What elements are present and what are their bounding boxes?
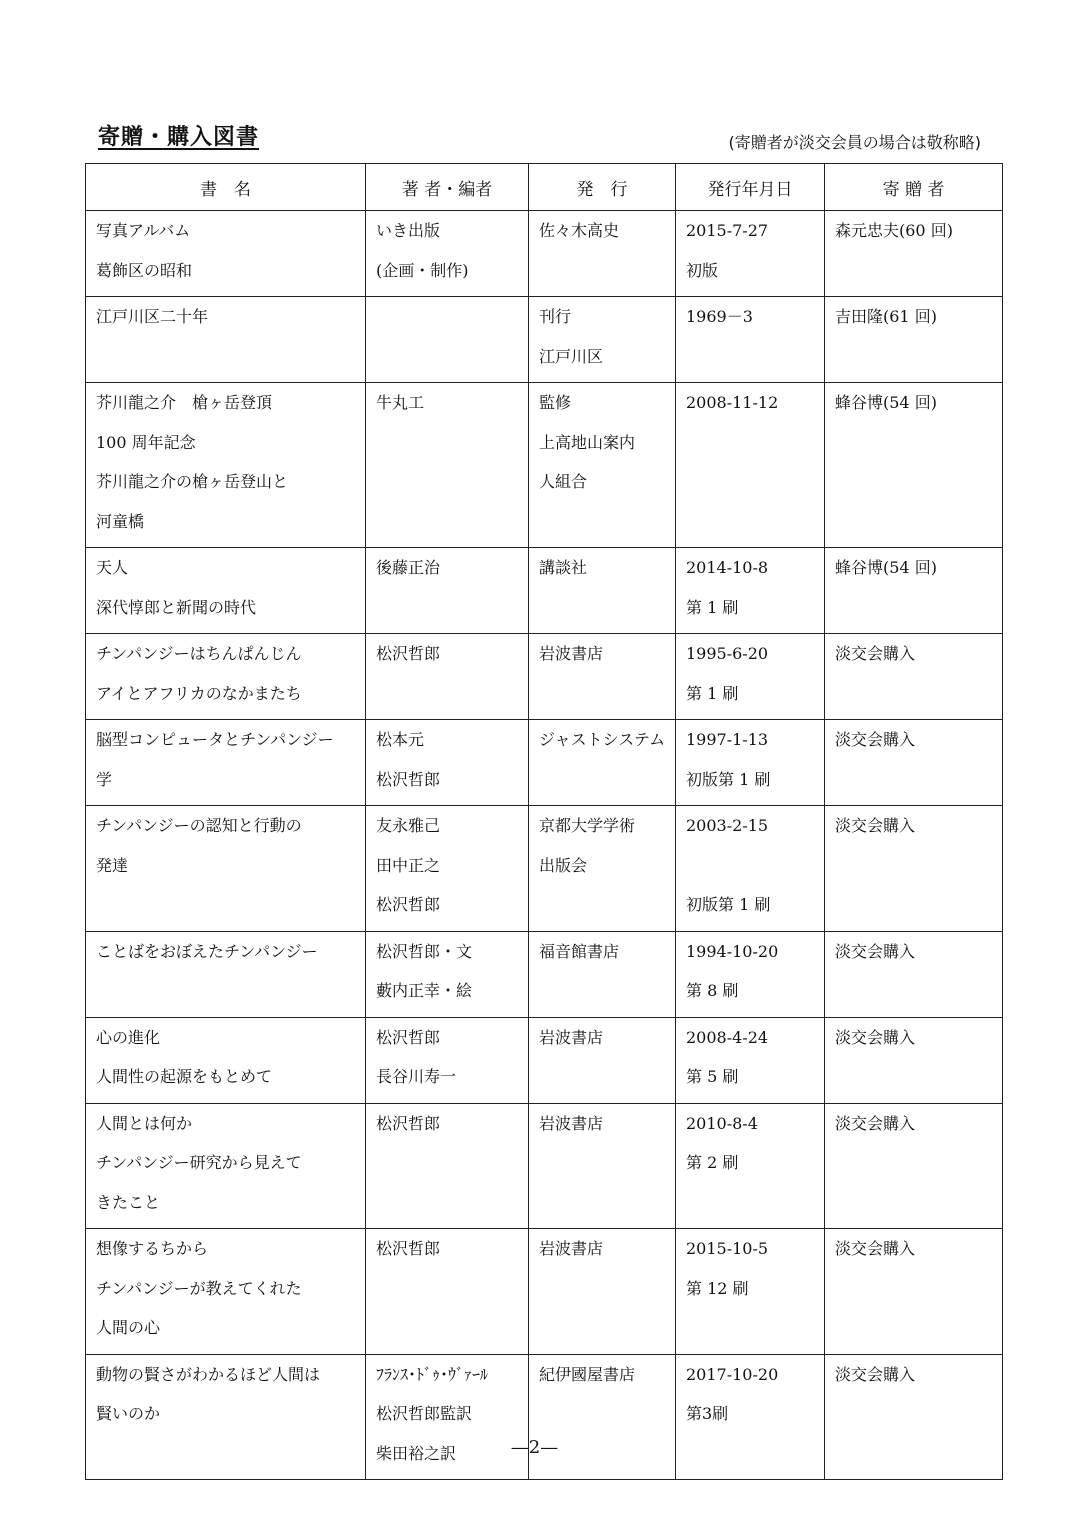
cell-text-line: 松沢哲郎 [376, 644, 441, 663]
column-header-date [676, 164, 825, 211]
publisher-cell [529, 1354, 676, 1480]
publisher-cell [529, 297, 676, 383]
cell-text-line [835, 760, 992, 800]
cell-text-line: 柴田裕之訳 [376, 1443, 457, 1463]
cell-text-line: 2003-2-15 [686, 816, 769, 835]
publisher-cell [529, 634, 676, 720]
donor-cell [825, 720, 1003, 806]
cell-text-line: いき出版 [376, 221, 441, 240]
cell-text-line: ことばをおぼえたチンパンジー [96, 941, 318, 961]
cell-text-line [835, 588, 992, 628]
cell-text-line: 人間性の起源をもとめて [96, 1067, 273, 1086]
cell-text-line [376, 297, 518, 337]
cell-text-line: 後藤正治 [376, 558, 441, 577]
author-cell [366, 383, 529, 548]
cell-text-line [96, 337, 355, 377]
cell-text-line: 江戸川区二十年 [96, 307, 209, 326]
book-title-cell [86, 720, 366, 806]
cell-text-line: 淡交会購入 [835, 644, 916, 663]
publication-date-cell [676, 1017, 825, 1103]
cell-text-line: 岩波書店 [539, 1027, 604, 1047]
publication-date-cell [676, 1103, 825, 1229]
cell-text-line: 森元忠夫(60 回) [835, 221, 953, 240]
cell-text-line [539, 885, 665, 925]
cell-text-line: 淡交会購入 [835, 730, 916, 749]
cell-text-line: 脳型コンピュータとチンパンジー [96, 730, 334, 749]
cell-text-line: 第 12 刷 [686, 1278, 749, 1298]
cell-text-line [376, 337, 518, 377]
cell-text-line: チンパンジーが教えてくれた [96, 1278, 302, 1298]
cell-text-line: 想像するちから [96, 1239, 209, 1258]
donor-cell [825, 297, 1003, 383]
cell-text-line: ﾌﾗﾝｽ･ﾄﾞｩ･ｳﾞｧｰﾙ [376, 1364, 489, 1384]
book-list-table [85, 163, 1003, 1480]
book-title-cell [86, 297, 366, 383]
book-title-cell [86, 383, 366, 548]
cell-text-line: 河童橋 [96, 511, 145, 531]
cell-text-line [835, 971, 992, 1011]
author-cell [366, 720, 529, 806]
cell-text-line [539, 971, 665, 1011]
cell-text-line: 動物の賢さがわかるほど人間は [96, 1364, 321, 1384]
cell-text-line: 芥川龍之介の槍ヶ岳登山と [96, 472, 289, 491]
cell-text-line: 藪内正幸・絵 [376, 981, 473, 1000]
publisher-cell [529, 211, 676, 297]
cell-text-line [686, 1308, 814, 1348]
cell-text-line [539, 1057, 665, 1097]
donor-cell [825, 1229, 1003, 1355]
donor-cell [825, 1354, 1003, 1480]
author-cell [366, 211, 529, 297]
cell-text-line [376, 588, 518, 628]
cell-text-line [539, 1394, 665, 1434]
cell-text-line: 2008-4-24 [686, 1027, 769, 1047]
cell-text-line: 1994-10-20 [686, 941, 779, 961]
table-row [86, 548, 1003, 634]
header-label: 発 行 [576, 179, 628, 200]
cell-text-line: 牛丸工 [376, 393, 425, 412]
table-row [86, 1103, 1003, 1229]
donor-cell [825, 548, 1003, 634]
cell-text-line: 松沢哲郎 [376, 769, 441, 789]
cell-text-line [686, 337, 814, 377]
cell-text-line: (企画・制作) [376, 260, 469, 280]
cell-text-line: 江戸川区 [539, 346, 604, 366]
cell-text-line [835, 423, 992, 463]
cell-text-line [539, 1183, 665, 1223]
cell-text-line: 福音館書店 [539, 941, 620, 961]
cell-text-line [376, 1308, 518, 1348]
publication-date-cell [676, 634, 825, 720]
cell-text-line: 友永雅己 [376, 816, 441, 835]
cell-text-line [835, 1057, 992, 1097]
header-label: 発行年月日 [707, 179, 793, 200]
cell-text-line: 葛飾区の昭和 [96, 260, 193, 280]
cell-text-line: 初版第 1 刷 [686, 769, 771, 789]
cell-text-line [376, 462, 518, 502]
donor-cell [825, 1103, 1003, 1229]
cell-text-line [376, 423, 518, 463]
cell-text-line [686, 423, 814, 463]
publisher-cell [529, 1103, 676, 1229]
author-cell [366, 1017, 529, 1103]
publisher-cell [529, 720, 676, 806]
cell-text-line: 岩波書店 [539, 1113, 604, 1133]
donor-cell [825, 931, 1003, 1017]
publisher-cell [529, 1229, 676, 1355]
cell-text-line: 芥川龍之介 槍ヶ岳登頂 [96, 393, 273, 412]
publication-date-cell [676, 548, 825, 634]
author-cell [366, 806, 529, 932]
book-title-cell [86, 1017, 366, 1103]
author-cell [366, 634, 529, 720]
book-title-cell [86, 548, 366, 634]
author-cell [366, 931, 529, 1017]
donor-cell [825, 634, 1003, 720]
table-row [86, 720, 1003, 806]
cell-text-line: 2017-10-20 [686, 1364, 779, 1384]
cell-text-line [539, 1143, 665, 1183]
cell-text-line [835, 462, 992, 502]
cell-text-line: 1997-1-13 [686, 730, 769, 749]
cell-text-line [539, 674, 665, 714]
cell-text-line: 第3刷 [686, 1404, 729, 1423]
cell-text-line: 出版会 [539, 855, 588, 875]
author-cell [366, 297, 529, 383]
cell-text-line: 人間とは何か [96, 1113, 193, 1133]
cell-text-line: 長谷川寿一 [376, 1067, 457, 1086]
donor-cell [825, 383, 1003, 548]
cell-text-line [835, 1269, 992, 1309]
cell-text-line: 京都大学学術 [539, 816, 636, 835]
cell-text-line: 淡交会購入 [835, 816, 916, 835]
cell-text-line: 初版 [686, 260, 719, 280]
cell-text-line: 松沢哲郎 [376, 1239, 441, 1258]
donor-cell [825, 806, 1003, 932]
cell-text-line: 松沢哲郎監訳 [376, 1404, 473, 1423]
publisher-cell [529, 1017, 676, 1103]
cell-text-line: 2014-10-8 [686, 558, 769, 577]
publication-date-cell [676, 1229, 825, 1355]
cell-text-line: チンパンジー研究から見えて [96, 1153, 302, 1172]
table-row [86, 383, 1003, 548]
cell-text-line: アイとアフリカのなかまたち [96, 683, 302, 703]
cell-text-line: 佐々木高史 [539, 221, 620, 240]
cell-text-line: 松沢哲郎 [376, 1113, 441, 1133]
cell-text-line: 人組合 [539, 472, 588, 491]
cell-text-line: 心の進化 [96, 1027, 161, 1047]
cell-text-line [539, 1269, 665, 1309]
cell-text-line: 淡交会購入 [835, 1113, 916, 1133]
cell-text-line: 2008-11-12 [686, 393, 779, 412]
cell-text-line: 紀伊國屋書店 [539, 1364, 636, 1384]
publication-date-cell [676, 383, 825, 548]
cell-text-line: 岩波書店 [539, 644, 604, 663]
table-body [86, 211, 1003, 1480]
cell-text-line [835, 502, 992, 542]
column-header-author [366, 164, 529, 211]
cell-text-line: 第 1 刷 [686, 683, 739, 703]
cell-text-line: 岩波書店 [539, 1239, 604, 1258]
table-row [86, 634, 1003, 720]
cell-text-line: 1995-6-20 [686, 644, 769, 663]
header-label: 書 名 [200, 179, 251, 200]
cell-text-line [539, 588, 665, 628]
cell-text-line [835, 885, 992, 925]
cell-text-line: 上高地山案内 [539, 432, 636, 452]
book-title-cell [86, 1229, 366, 1355]
cell-text-line [835, 337, 992, 377]
publisher-cell [529, 806, 676, 932]
header-label: 寄 贈 者 [882, 179, 945, 200]
column-header-donor [825, 164, 1003, 211]
cell-text-line: 淡交会購入 [835, 1239, 916, 1258]
author-cell [366, 1354, 529, 1480]
cell-text-line: 監修 [539, 393, 572, 412]
cell-text-line [835, 1183, 992, 1223]
table-row [86, 806, 1003, 932]
cell-text-line [539, 1308, 665, 1348]
cell-text-line: 深代惇郎と新聞の時代 [96, 597, 257, 617]
publication-date-cell [676, 211, 825, 297]
cell-text-line [835, 846, 992, 886]
cell-text-line: 松沢哲郎 [376, 1027, 441, 1047]
cell-text-line: 田中正之 [376, 855, 441, 875]
cell-text-line: チンパンジーの認知と行動の [96, 816, 302, 835]
cell-text-line [96, 885, 355, 925]
publication-date-cell [676, 297, 825, 383]
book-title-cell [86, 634, 366, 720]
column-header-publisher [529, 164, 676, 211]
cell-text-line [686, 846, 814, 886]
honorific-note: (寄贈者が淡交会員の場合は敬称略) [728, 133, 981, 152]
cell-text-line: 100 周年記念 [96, 432, 196, 452]
cell-text-line: 初版第 1 刷 [686, 895, 771, 914]
author-cell [366, 548, 529, 634]
cell-text-line [835, 1308, 992, 1348]
cell-text-line [835, 1143, 992, 1183]
cell-text-line: 第 5 刷 [686, 1067, 739, 1086]
book-title-cell [86, 1354, 366, 1480]
cell-text-line [96, 971, 355, 1011]
cell-text-line: 人間の心 [96, 1318, 161, 1337]
table-row [86, 297, 1003, 383]
book-title-cell [86, 931, 366, 1017]
cell-text-line: 1969－3 [686, 307, 753, 326]
cell-text-line: 発達 [96, 855, 129, 875]
author-cell [366, 1103, 529, 1229]
cell-text-line: 2015-10-5 [686, 1239, 769, 1258]
header-label: 著 者・編者 [401, 179, 493, 200]
cell-text-line: 第 8 刷 [686, 981, 739, 1000]
cell-text-line [376, 502, 518, 542]
publication-date-cell [676, 1354, 825, 1480]
cell-text-line [376, 1183, 518, 1223]
book-title-cell [86, 1103, 366, 1229]
publication-date-cell [676, 806, 825, 932]
cell-text-line: 第 2 刷 [686, 1153, 739, 1172]
cell-text-line [835, 1394, 992, 1434]
cell-text-line: 天人 [96, 558, 129, 577]
cell-text-line: 松沢哲郎 [376, 895, 441, 914]
table-row [86, 1017, 1003, 1103]
cell-text-line [376, 674, 518, 714]
publication-date-cell [676, 931, 825, 1017]
cell-text-line: 松本元 [376, 730, 425, 749]
cell-text-line [686, 502, 814, 542]
book-title-cell [86, 211, 366, 297]
cell-text-line: 刊行 [539, 307, 572, 326]
cell-text-line [539, 502, 665, 542]
cell-text-line: 第 1 刷 [686, 597, 739, 617]
table-row [86, 211, 1003, 297]
table-row [86, 931, 1003, 1017]
book-title-cell [86, 806, 366, 932]
cell-text-line [376, 1143, 518, 1183]
cell-text-line: 淡交会購入 [835, 1364, 916, 1384]
publisher-cell [529, 383, 676, 548]
cell-text-line [835, 674, 992, 714]
donor-cell [825, 1017, 1003, 1103]
cell-text-line: 蜂谷博(54 回) [835, 393, 937, 412]
page-number: —2— [510, 1437, 559, 1458]
table-header-row [86, 164, 1003, 211]
cell-text-line: 蜂谷博(54 回) [835, 558, 937, 577]
cell-text-line: 写真アルバム [96, 221, 191, 240]
cell-text-line: 2015-7-27 [686, 221, 769, 240]
cell-text-line: ジャストシステム [539, 730, 665, 749]
cell-text-line: 淡交会購入 [835, 941, 916, 961]
page-heading: 寄贈・購入図書 [98, 125, 260, 150]
cell-text-line [376, 1269, 518, 1309]
cell-text-line: 吉田隆(61 回) [835, 307, 937, 326]
cell-text-line: 2010-8-4 [686, 1113, 758, 1133]
cell-text-line [539, 251, 665, 291]
table-row [86, 1354, 1003, 1480]
cell-text-line: 講談社 [539, 558, 588, 577]
cell-text-line: 学 [96, 769, 113, 789]
publisher-cell [529, 548, 676, 634]
cell-text-line [835, 251, 992, 291]
cell-text-line: きたこと [96, 1192, 161, 1212]
publication-date-cell [676, 720, 825, 806]
cell-text-line [686, 1183, 814, 1223]
donor-cell [825, 211, 1003, 297]
cell-text-line: 松沢哲郎・文 [376, 941, 473, 961]
column-header-title [86, 164, 366, 211]
cell-text-line: 淡交会購入 [835, 1027, 916, 1047]
publisher-cell [529, 931, 676, 1017]
table-row [86, 1229, 1003, 1355]
cell-text-line [539, 760, 665, 800]
cell-text-line: 賢いのか [96, 1404, 161, 1423]
author-cell [366, 1229, 529, 1355]
cell-text-line: チンパンジーはちんぱんじん [96, 644, 302, 663]
cell-text-line [686, 462, 814, 502]
